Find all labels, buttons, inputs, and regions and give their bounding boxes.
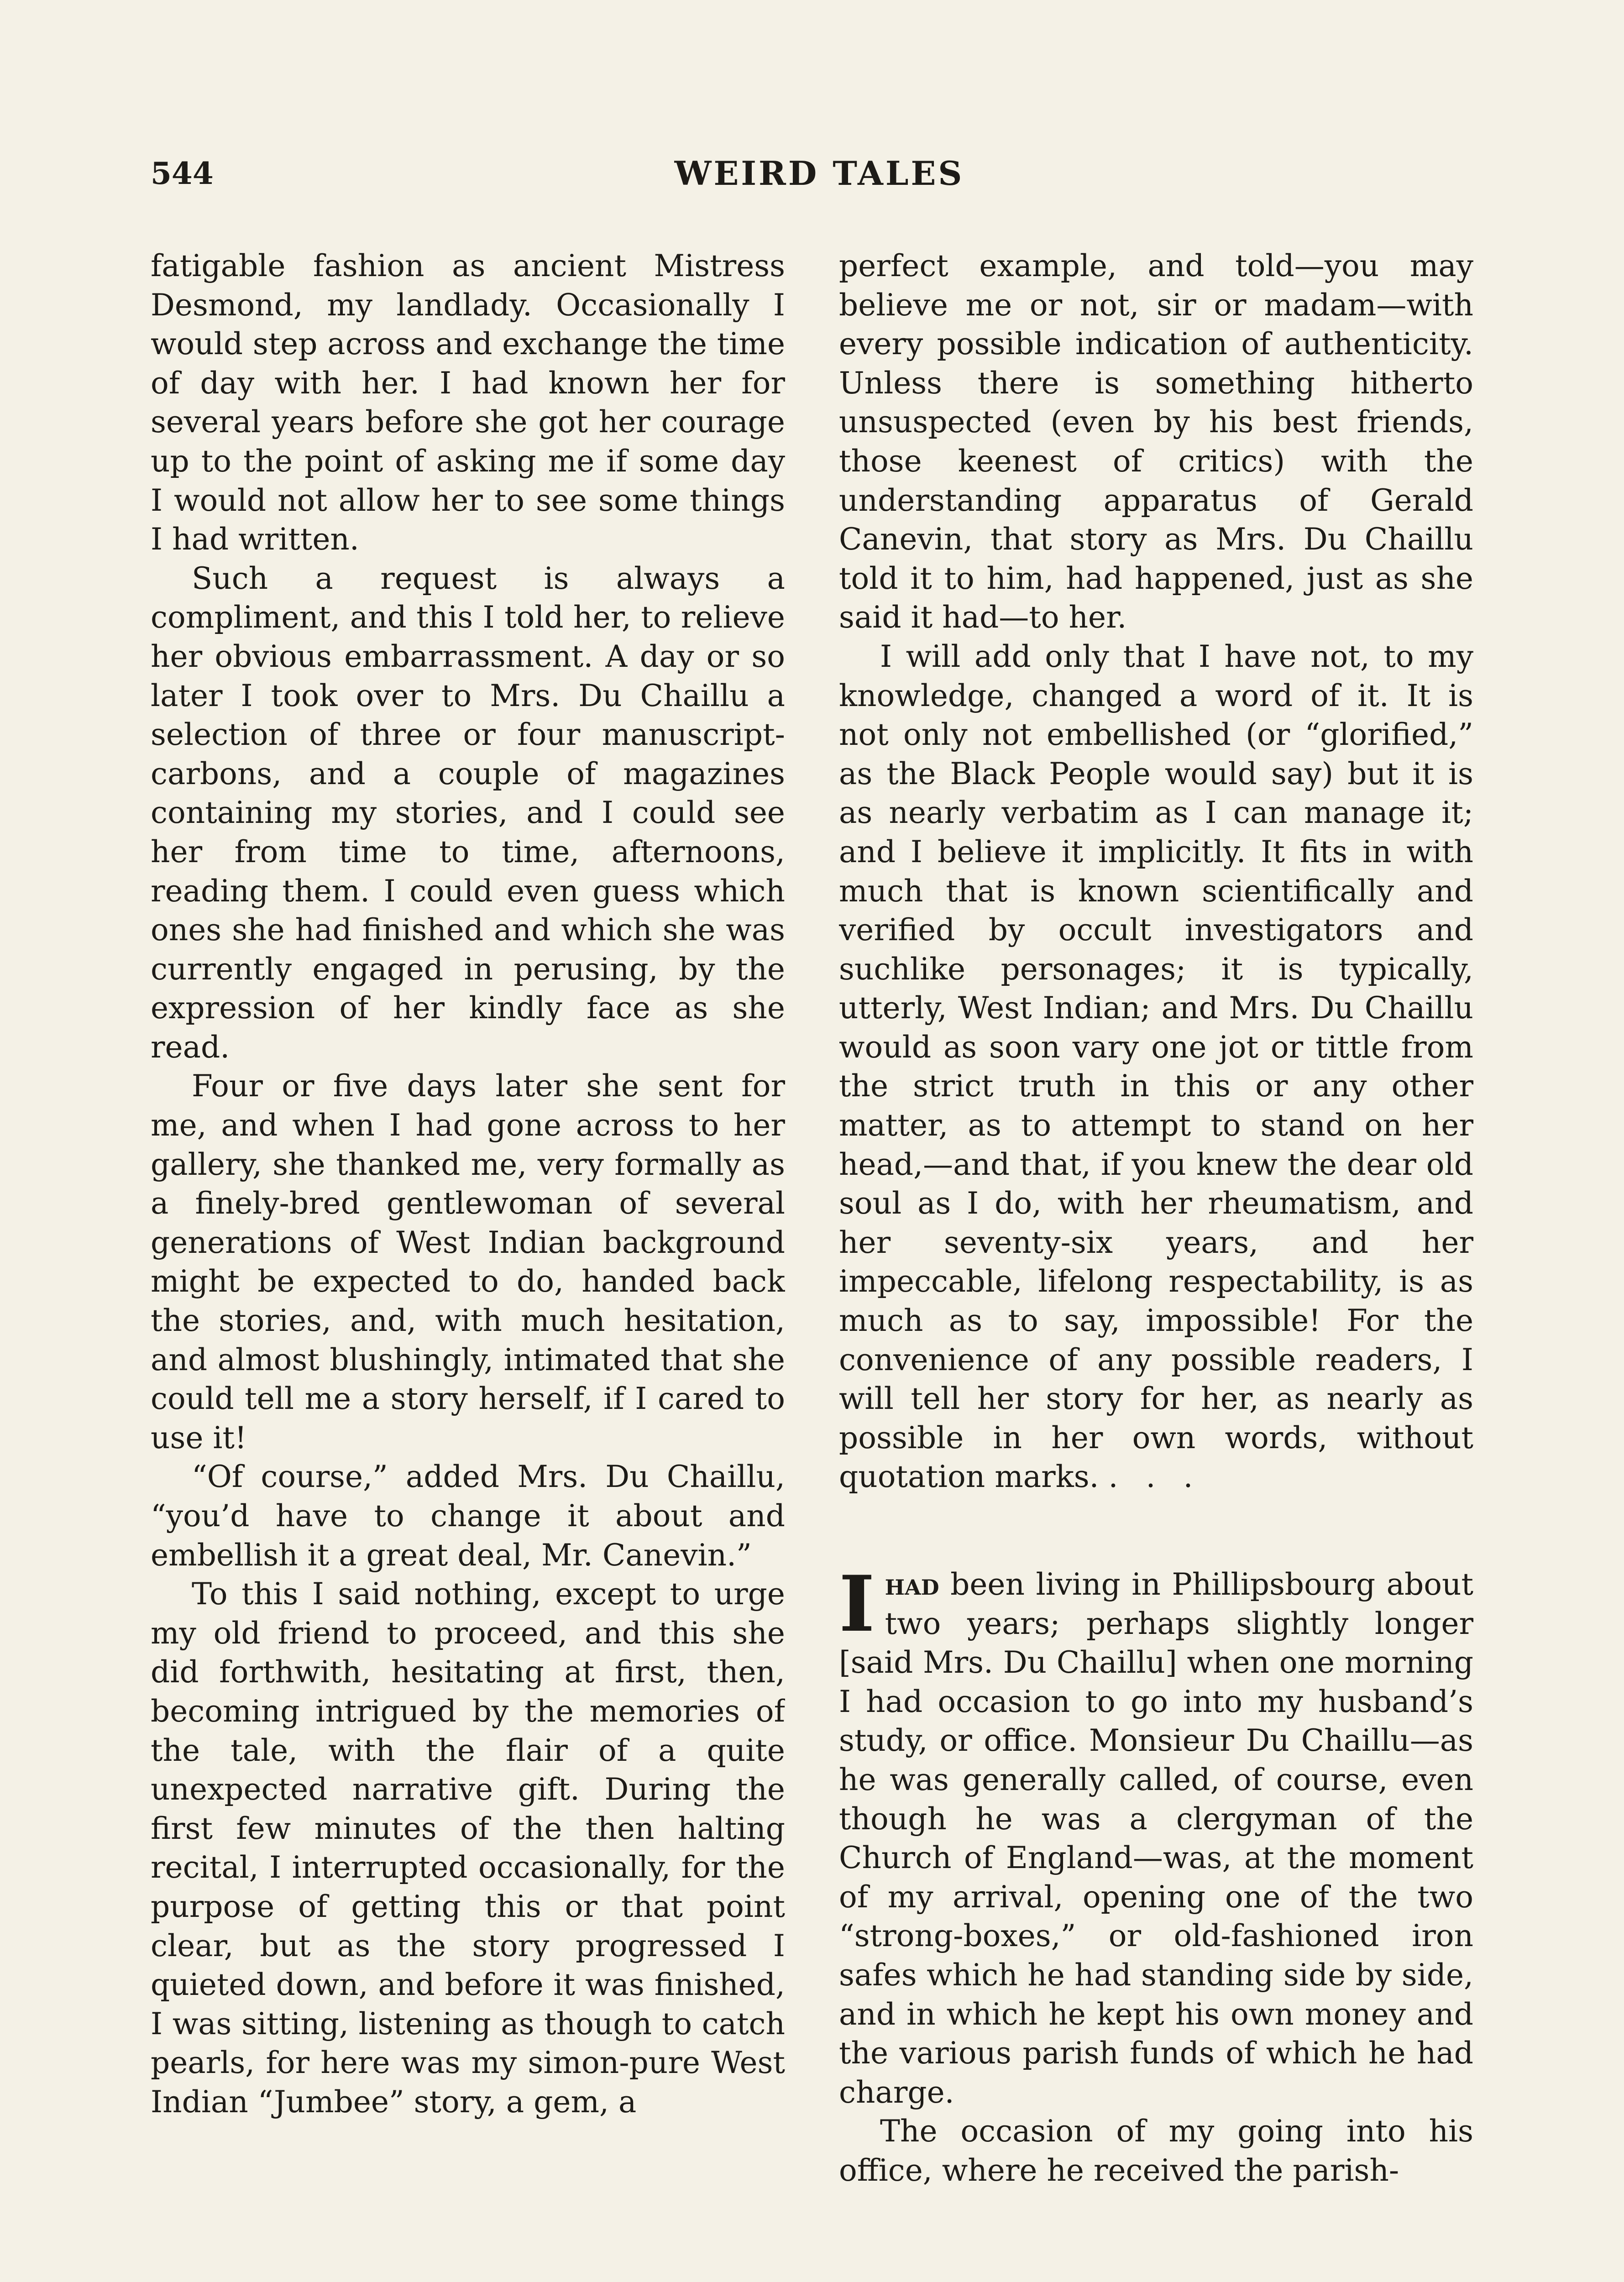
section-break — [839, 1497, 1473, 1565]
paragraph-text: I will add only that I have not, to my knowledge, changed a word of it. It is not only not embellished (or “glorified,” as the Black People would say) but it is as nearly verbatim as I can manage it; and I believe it implicitly. It fits in with much that is known scientifically and verified by occult investigators and suchlike personages; it is typically, utterly, West Indian; and Mrs. Du Chaillu would as soon vary one jot or tittle from the strict truth in this or any other matter, as to attempt to stand on her head,—and that, if you knew the dear old soul as I do, with her rheumatism, and her seventy-six years, and her impeccable, lifelong respectability, is as much as to say, impossible! For the convenience of any possible readers, I will tell her story for her, as nearly as possible in her own words, without quotation marks. — [839, 639, 1473, 1495]
page-number: 544 — [151, 156, 214, 191]
paragraph-text: been living in Phillipsbourg about two years; perhaps slightly longer [said Mrs. Du Chaillu] when one morning I had occasion to go into my husband’s study, or office. Monsieur Du Chaillu—as he was generally called, of course, even though he was a clergyman of the Church of England—was, at the moment of my arrival, opening one of the two “strong-boxes,” or old-fashioned iron safes which he had standing side by side, and in which he kept his own money and the various parish funds of which he had charge. — [839, 1567, 1473, 2110]
left-column — [151, 246, 785, 2282]
ellipsis: . . . — [1108, 1459, 1202, 1495]
paragraph: Such a request is always a compliment, and this I told her, to relieve her obvious embarrassment. A day or so later I took over to Mrs. Du Chaillu a selection of three or four manuscript-carbons, and a couple of magazines containing my stories, and I could see her from time to time, afternoons, reading them. I could even guess which ones she had finished and which she was currently engaged in perusing, by the expression of her kindly face as she read. — [151, 560, 785, 1065]
right-column — [839, 246, 1473, 2282]
paragraph: “Of course,” added Mrs. Du Chaillu, “you’d have to change it about and embellish it a great deal, Mr. Canevin.” — [151, 1459, 785, 1573]
paragraph: perfect example, and told—you may believe me or not, sir or madam—with every possible indication of authenticity. Unless there is something hitherto unsuspected (even by his best friends, those keenest of critics) with the understanding apparatus of Gerald Canevin, that story as Mrs. Du Chaillu told it to him, had happened, just as she said it had—to her. — [839, 248, 1473, 635]
dropcap-paragraph — [839, 1559, 1473, 2112]
dropcap-letter: I — [839, 1559, 875, 1649]
paragraph: To this I said nothing, except to urge my old friend to proceed, and this she did forthwith, hesitating at first, then, becoming intrigued by the memories of the tale, with the flair of a quite unexpected narrative gift. During the first few minutes of the then halting recital, I interrupted occasionally, for the purpose of getting this or that point clear, but as the story progressed I quieted down, and before it was finished, I was sitting, listening as though to catch pearls, for here was my simon-pure West Indian “Jumbee” story, a gem, a — [151, 1576, 785, 2120]
paragraph: The occasion of my going into his office, where he received the parish- — [839, 2114, 1473, 2188]
page-header — [151, 151, 1488, 201]
paragraph — [839, 637, 1473, 1497]
smallcaps-word: had — [885, 1566, 939, 1602]
paragraph: fatigable fashion as ancient Mistress Desmond, my landlady. Occasionally I would step across and exchange the time of day with her. I had known her for several years before she got her courage up to the point of asking me if some day I would not allow her to see some things I had written. — [151, 248, 785, 557]
running-title: WEIRD TALES — [674, 154, 964, 193]
paragraph: Four or five days later she sent for me, and when I had gone across to her gallery, she thanked me, very formally as a finely-bred gentlewoman of several generations of West Indian background might be expected to do, handed back the stories, and, with much hesitation, and almost blushingly, intimated that she could tell me a story herself, if I cared to use it! — [151, 1068, 785, 1455]
